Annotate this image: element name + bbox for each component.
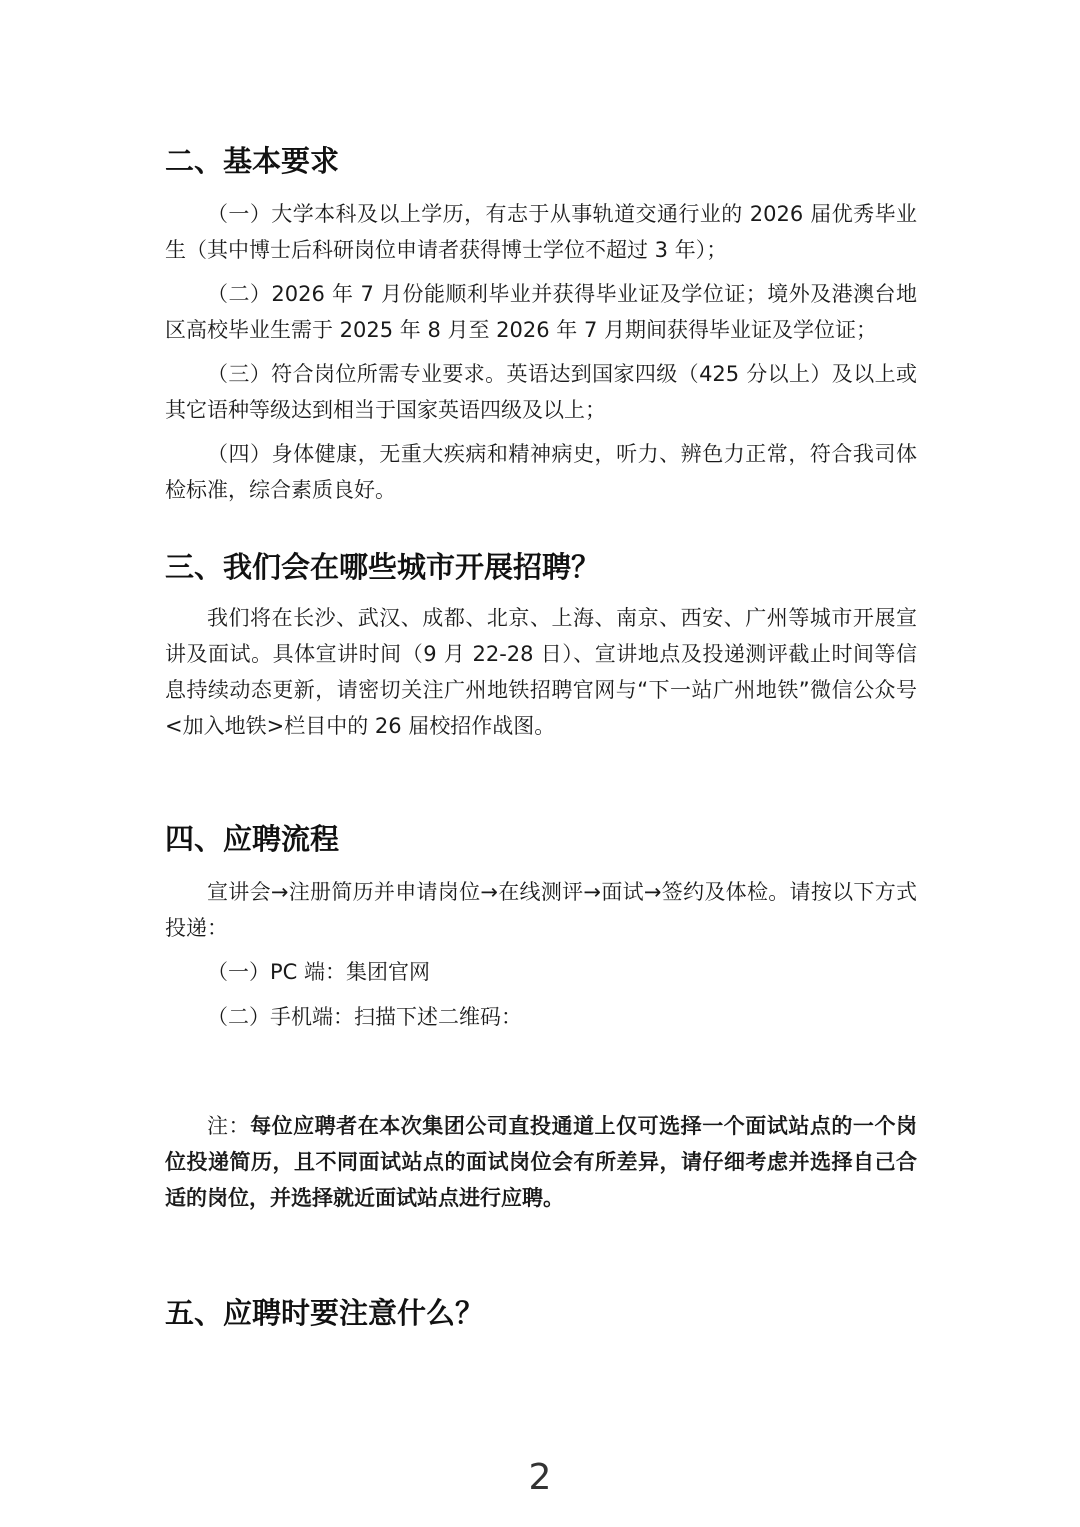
requirement-item-4: （四）身体健康，无重大疾病和精神病史，听力、辨色力正常，符合我司体检标准，综合素质良好。 <box>165 442 917 502</box>
requirement-item-2: （二）2026 年 7 月份能顺利毕业并获得毕业证及学位证；境外及港澳台地区高校毕业生需于 2025 年 8 月至 2026 年 7 月期间获得毕业证及学位证； <box>165 282 917 342</box>
section-heading-basic-requirements: 二、基本要求 <box>165 144 340 178</box>
requirement-item-1: （一）大学本科及以上学历，有志于从事轨道交通行业的 2026 届优秀毕业生（其中博士后科研岗位申请者获得博士学位不超过 3 年）； <box>165 202 917 262</box>
note-label: 注： <box>207 1114 251 1138</box>
mobile-channel-line: （二）手机端：扫描下述二维码： <box>207 1005 522 1029</box>
requirement-item-3: （三）符合岗位所需专业要求。英语达到国家四级（425 分以上）及以上或其它语种等级达到相当于国家英语四级及以上； <box>165 362 917 422</box>
page-number: 2 <box>528 1457 552 1498</box>
application-note <box>165 1108 917 1216</box>
note-body: 每位应聘者在本次集团公司直投通道上仅可选择一个面试站点的一个岗位投递简历，且不同面试站点的面试岗位会有所差异，请仔细考虑并选择自己合适的岗位，并选择就近面试站点进行应聘。 <box>165 1114 917 1210</box>
cities-paragraph: 我们将在长沙、武汉、成都、北京、上海、南京、西安、广州等城市开展宣讲及面试。具体宣讲时间（9 月 22-28 日）、宣讲地点及投递测评截止时间等信息持续动态更新，请密切关注广州地铁招聘官网与“下一站广州地铁”微信公众号<加入地铁>栏目中的 26 届校招作战图。 <box>165 606 917 738</box>
section-heading-precautions: 五、应聘时要注意什么？ <box>165 1296 485 1330</box>
section-heading-cities: 三、我们会在哪些城市开展招聘？ <box>165 550 601 584</box>
pc-channel-line: （一）PC 端：集团官网 <box>207 960 431 984</box>
process-paragraph: 宣讲会→注册简历并申请岗位→在线测评→面试→签约及体检。请按以下方式投递： <box>165 880 917 940</box>
section-heading-application-process: 四、应聘流程 <box>165 822 340 856</box>
